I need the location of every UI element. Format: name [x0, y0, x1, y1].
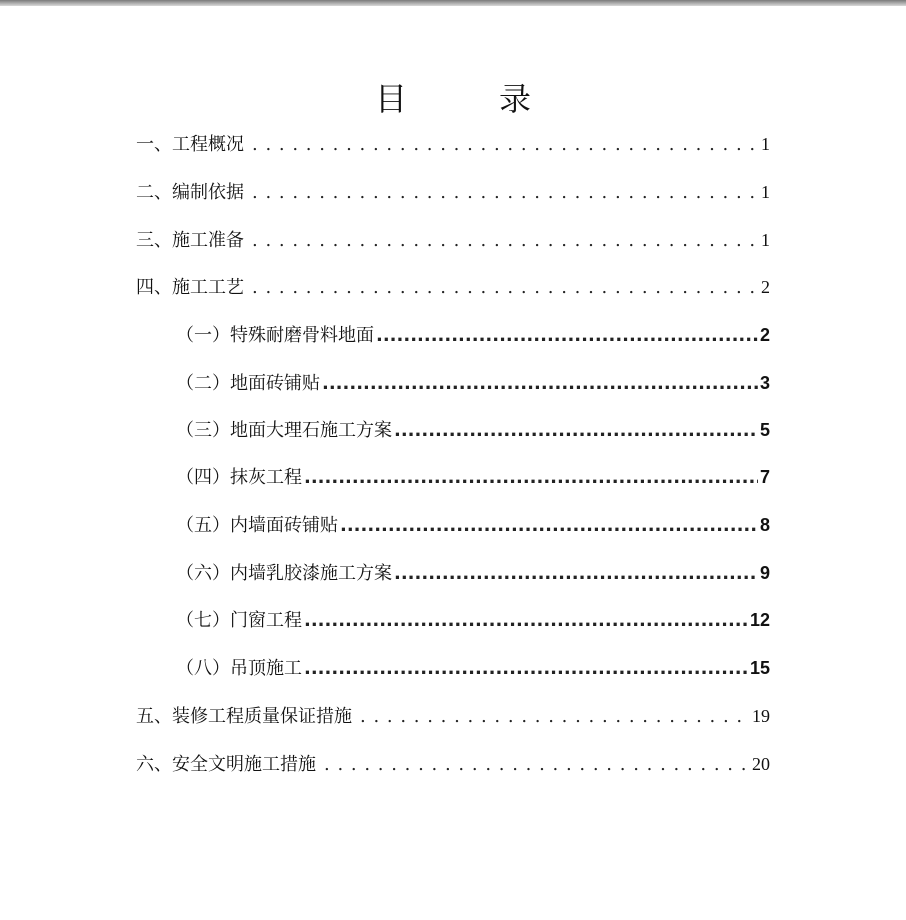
- toc-dot-leader: [394, 417, 758, 445]
- toc-page-number: 3: [759, 373, 770, 393]
- toc-entry-label: （二）地面砖铺贴: [176, 373, 320, 394]
- toc-entry[interactable]: [176, 559, 770, 587]
- toc-page-number: 8: [759, 515, 770, 535]
- toc-dot-leader: [394, 560, 758, 588]
- toc-dot-leader: [304, 607, 748, 635]
- toc-entry[interactable]: [176, 606, 770, 634]
- toc-entry-label: （六）内墙乳胶漆施工方案: [176, 563, 392, 584]
- toc-entry-label: （三）地面大理石施工方案: [176, 420, 392, 441]
- toc-entry-label: （五）内墙面砖铺贴: [176, 515, 338, 536]
- toc-entry[interactable]: [136, 702, 770, 730]
- toc-dot-leader: [322, 370, 758, 398]
- toc-entry[interactable]: [176, 511, 770, 539]
- toc-dot-leader: [360, 703, 746, 731]
- toc-dot-leader: [376, 322, 758, 350]
- toc-entry[interactable]: [136, 750, 770, 778]
- toc-entry[interactable]: [136, 226, 770, 254]
- toc-page-number: 19: [752, 706, 770, 726]
- toc-page-number: 12: [749, 610, 770, 630]
- toc-page-number: 1: [761, 182, 770, 202]
- toc-dot-leader: [304, 655, 748, 683]
- toc-entry[interactable]: [176, 416, 770, 444]
- toc-dot-leader: [252, 179, 755, 207]
- toc-entry-label: （七）门窗工程: [176, 610, 302, 631]
- toc-page-number: 20: [752, 754, 770, 774]
- toc-page-number: 2: [761, 277, 770, 297]
- toc-entry[interactable]: [136, 178, 770, 206]
- toc-entry[interactable]: [176, 321, 770, 349]
- toc-entry-label: 五、装修工程质量保证措施: [136, 706, 352, 727]
- toc-entry[interactable]: [176, 369, 770, 397]
- toc-entry[interactable]: [136, 130, 770, 158]
- toc-page-number: 1: [761, 230, 770, 250]
- toc-page-number: 1: [761, 134, 770, 154]
- toc-entry-label: 一、工程概况: [136, 134, 244, 155]
- toc-entry[interactable]: [176, 654, 770, 682]
- toc-entry-label: 二、编制依据: [136, 182, 244, 203]
- toc-entry-label: 三、施工准备: [136, 230, 244, 251]
- toc-page-number: 9: [759, 563, 770, 583]
- document-page: [0, 6, 906, 920]
- toc-page-number: 5: [759, 420, 770, 440]
- toc-title: 目 录: [374, 80, 561, 118]
- toc-entry[interactable]: [136, 273, 770, 301]
- toc-entry-label: （一）特殊耐磨骨料地面: [176, 325, 374, 346]
- toc-dot-leader: [252, 227, 755, 255]
- toc-entry-label: （八）吊顶施工: [176, 658, 302, 679]
- toc-dot-leader: [252, 131, 755, 159]
- toc-dot-leader: [304, 464, 758, 492]
- toc-entry-label: （四）抹灰工程: [176, 467, 302, 488]
- toc-dot-leader: [252, 274, 755, 302]
- toc-page-number: 7: [759, 467, 770, 487]
- toc-entry-label: 四、施工工艺: [136, 277, 244, 298]
- toc-entry[interactable]: [176, 463, 770, 491]
- toc-page-number: 15: [749, 658, 770, 678]
- toc-entry-label: 六、安全文明施工措施: [136, 754, 316, 775]
- toc-dot-leader: [324, 751, 746, 779]
- toc-dot-leader: [340, 512, 758, 540]
- toc-page-number: 2: [759, 325, 770, 345]
